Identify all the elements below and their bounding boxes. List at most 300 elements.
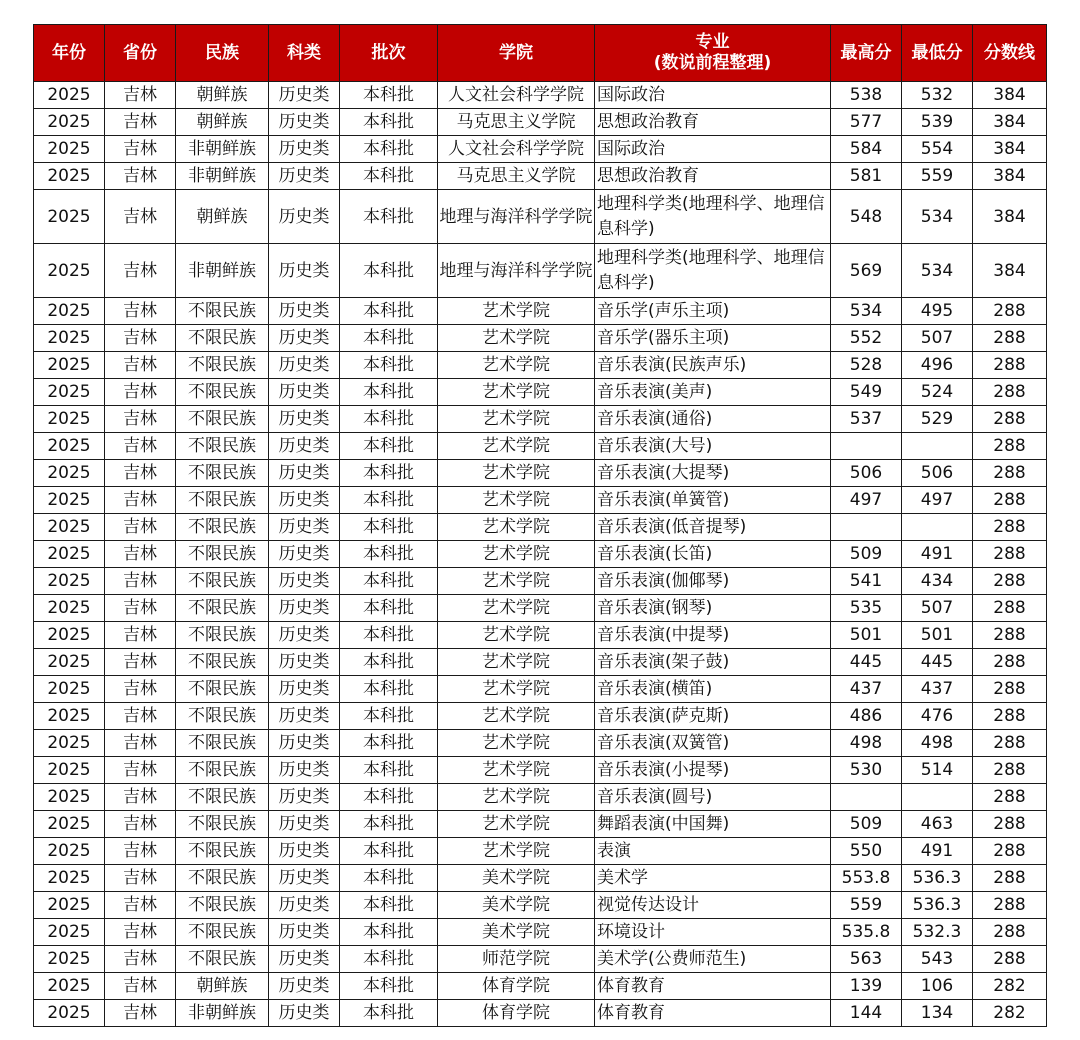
cell-province: 吉林 (105, 109, 176, 136)
cell-category: 历史类 (269, 190, 340, 244)
cell-batch: 本科批 (340, 541, 438, 568)
cell-batch: 本科批 (340, 109, 438, 136)
cell-year: 2025 (34, 352, 105, 379)
cell-cutoff: 288 (973, 703, 1047, 730)
table-row (34, 136, 1047, 163)
cell-min-score (902, 784, 973, 811)
table-body (34, 82, 1047, 1027)
cell-ethnicity: 不限民族 (176, 541, 269, 568)
cell-min-score: 559 (902, 163, 973, 190)
cell-cutoff: 288 (973, 514, 1047, 541)
cell-min-score: 501 (902, 622, 973, 649)
cell-batch: 本科批 (340, 757, 438, 784)
cell-min-score: 437 (902, 676, 973, 703)
cell-max-score: 548 (831, 190, 902, 244)
cell-batch: 本科批 (340, 190, 438, 244)
cell-college: 艺术学院 (438, 703, 595, 730)
cell-cutoff: 288 (973, 460, 1047, 487)
cell-province: 吉林 (105, 406, 176, 433)
cell-province: 吉林 (105, 892, 176, 919)
cell-college: 美术学院 (438, 865, 595, 892)
header-max-score: 最高分 (831, 25, 902, 82)
cell-major: 音乐表演(大提琴) (595, 460, 831, 487)
cell-ethnicity: 不限民族 (176, 568, 269, 595)
cell-year: 2025 (34, 136, 105, 163)
cell-max-score: 534 (831, 298, 902, 325)
cell-college: 马克思主义学院 (438, 109, 595, 136)
cell-college: 艺术学院 (438, 325, 595, 352)
cell-max-score: 437 (831, 676, 902, 703)
cell-min-score: 536.3 (902, 892, 973, 919)
cell-year: 2025 (34, 460, 105, 487)
cell-year: 2025 (34, 622, 105, 649)
cell-major: 思想政治教育 (595, 163, 831, 190)
table-row (34, 514, 1047, 541)
table-row (34, 163, 1047, 190)
cell-major: 国际政治 (595, 136, 831, 163)
cell-min-score: 514 (902, 757, 973, 784)
cell-province: 吉林 (105, 379, 176, 406)
cell-ethnicity: 不限民族 (176, 946, 269, 973)
cell-major: 视觉传达设计 (595, 892, 831, 919)
cell-year: 2025 (34, 163, 105, 190)
table-row (34, 190, 1047, 244)
cell-college: 艺术学院 (438, 541, 595, 568)
cell-ethnicity: 不限民族 (176, 649, 269, 676)
cell-province: 吉林 (105, 514, 176, 541)
cell-year: 2025 (34, 730, 105, 757)
cell-max-score: 577 (831, 109, 902, 136)
cell-major: 地理科学类(地理科学、地理信息科学) (595, 190, 831, 244)
cell-category: 历史类 (269, 676, 340, 703)
cell-category: 历史类 (269, 757, 340, 784)
cell-cutoff: 384 (973, 163, 1047, 190)
cell-max-score (831, 433, 902, 460)
cell-year: 2025 (34, 973, 105, 1000)
cell-min-score: 534 (902, 244, 973, 298)
table-row (34, 946, 1047, 973)
cell-ethnicity: 不限民族 (176, 595, 269, 622)
cell-college: 艺术学院 (438, 352, 595, 379)
cell-ethnicity: 不限民族 (176, 703, 269, 730)
cell-max-score: 535 (831, 595, 902, 622)
cell-batch: 本科批 (340, 1000, 438, 1027)
table-row (34, 703, 1047, 730)
cell-batch: 本科批 (340, 163, 438, 190)
cell-batch: 本科批 (340, 379, 438, 406)
cell-category: 历史类 (269, 649, 340, 676)
cell-max-score: 486 (831, 703, 902, 730)
cell-max-score: 535.8 (831, 919, 902, 946)
cell-year: 2025 (34, 298, 105, 325)
cell-category: 历史类 (269, 352, 340, 379)
cell-category: 历史类 (269, 568, 340, 595)
header-year: 年份 (34, 25, 105, 82)
cell-batch: 本科批 (340, 568, 438, 595)
cell-college: 艺术学院 (438, 784, 595, 811)
cell-max-score: 550 (831, 838, 902, 865)
cell-year: 2025 (34, 595, 105, 622)
cell-min-score: 491 (902, 838, 973, 865)
table-row (34, 919, 1047, 946)
cell-major: 音乐表演(美声) (595, 379, 831, 406)
cell-category: 历史类 (269, 919, 340, 946)
cell-batch: 本科批 (340, 460, 438, 487)
cell-major: 音乐表演(架子鼓) (595, 649, 831, 676)
cell-major: 体育教育 (595, 973, 831, 1000)
cell-batch: 本科批 (340, 676, 438, 703)
header-min-score: 最低分 (902, 25, 973, 82)
cell-province: 吉林 (105, 163, 176, 190)
cell-year: 2025 (34, 325, 105, 352)
cell-college: 艺术学院 (438, 298, 595, 325)
cell-college: 地理与海洋科学学院 (438, 190, 595, 244)
cell-min-score: 491 (902, 541, 973, 568)
cell-province: 吉林 (105, 622, 176, 649)
cell-max-score: 552 (831, 325, 902, 352)
cell-year: 2025 (34, 919, 105, 946)
cell-major: 音乐表演(通俗) (595, 406, 831, 433)
cell-cutoff: 288 (973, 568, 1047, 595)
cell-max-score: 501 (831, 622, 902, 649)
cell-max-score: 139 (831, 973, 902, 1000)
cell-province: 吉林 (105, 541, 176, 568)
cell-batch: 本科批 (340, 865, 438, 892)
cell-batch: 本科批 (340, 433, 438, 460)
cell-min-score: 536.3 (902, 865, 973, 892)
table-row (34, 568, 1047, 595)
cell-cutoff: 282 (973, 973, 1047, 1000)
cell-max-score: 445 (831, 649, 902, 676)
cell-ethnicity: 不限民族 (176, 406, 269, 433)
cell-ethnicity: 朝鲜族 (176, 82, 269, 109)
cell-college: 艺术学院 (438, 568, 595, 595)
cell-ethnicity: 不限民族 (176, 784, 269, 811)
cell-cutoff: 288 (973, 676, 1047, 703)
cell-min-score: 498 (902, 730, 973, 757)
cell-max-score: 537 (831, 406, 902, 433)
cell-year: 2025 (34, 838, 105, 865)
cell-ethnicity: 不限民族 (176, 379, 269, 406)
cell-min-score: 532 (902, 82, 973, 109)
header-category: 科类 (269, 25, 340, 82)
cell-major: 音乐表演(伽倻琴) (595, 568, 831, 595)
cell-max-score: 509 (831, 541, 902, 568)
cell-category: 历史类 (269, 379, 340, 406)
cell-category: 历史类 (269, 865, 340, 892)
cell-major: 音乐表演(民族声乐) (595, 352, 831, 379)
cell-cutoff: 288 (973, 433, 1047, 460)
cell-major: 音乐表演(小提琴) (595, 757, 831, 784)
cell-ethnicity: 非朝鲜族 (176, 244, 269, 298)
header-college: 学院 (438, 25, 595, 82)
cell-ethnicity: 不限民族 (176, 757, 269, 784)
cell-year: 2025 (34, 433, 105, 460)
cell-college: 艺术学院 (438, 595, 595, 622)
cell-college: 美术学院 (438, 892, 595, 919)
cell-ethnicity: 不限民族 (176, 622, 269, 649)
cell-college: 艺术学院 (438, 649, 595, 676)
header-major-title: 专业 (695, 32, 730, 52)
cell-category: 历史类 (269, 325, 340, 352)
cell-max-score: 530 (831, 757, 902, 784)
cell-year: 2025 (34, 82, 105, 109)
cell-cutoff: 282 (973, 1000, 1047, 1027)
table-row (34, 757, 1047, 784)
cell-major: 音乐学(器乐主项) (595, 325, 831, 352)
cell-batch: 本科批 (340, 325, 438, 352)
cell-cutoff: 288 (973, 892, 1047, 919)
cell-cutoff: 288 (973, 946, 1047, 973)
cell-major: 音乐表演(萨克斯) (595, 703, 831, 730)
cell-category: 历史类 (269, 433, 340, 460)
table-row (34, 622, 1047, 649)
cell-max-score: 506 (831, 460, 902, 487)
cell-max-score: 581 (831, 163, 902, 190)
cell-college: 马克思主义学院 (438, 163, 595, 190)
cell-max-score: 509 (831, 811, 902, 838)
table-row (34, 730, 1047, 757)
cell-min-score: 543 (902, 946, 973, 973)
table-row (34, 811, 1047, 838)
cell-cutoff: 288 (973, 541, 1047, 568)
cell-batch: 本科批 (340, 946, 438, 973)
cell-college: 艺术学院 (438, 487, 595, 514)
cell-province: 吉林 (105, 595, 176, 622)
table-row (34, 1000, 1047, 1027)
cell-ethnicity: 不限民族 (176, 676, 269, 703)
cell-college: 艺术学院 (438, 811, 595, 838)
cell-year: 2025 (34, 568, 105, 595)
table-row (34, 865, 1047, 892)
cell-category: 历史类 (269, 838, 340, 865)
cell-min-score: 106 (902, 973, 973, 1000)
cell-max-score: 553.8 (831, 865, 902, 892)
cell-cutoff: 288 (973, 865, 1047, 892)
cell-batch: 本科批 (340, 595, 438, 622)
cell-batch: 本科批 (340, 973, 438, 1000)
cell-year: 2025 (34, 109, 105, 136)
cell-college: 体育学院 (438, 973, 595, 1000)
cell-cutoff: 288 (973, 298, 1047, 325)
cell-cutoff: 288 (973, 919, 1047, 946)
cell-cutoff: 384 (973, 109, 1047, 136)
cell-year: 2025 (34, 757, 105, 784)
cell-batch: 本科批 (340, 352, 438, 379)
cell-ethnicity: 不限民族 (176, 892, 269, 919)
cell-max-score: 498 (831, 730, 902, 757)
cell-max-score: 144 (831, 1000, 902, 1027)
cell-max-score: 584 (831, 136, 902, 163)
cell-category: 历史类 (269, 541, 340, 568)
cell-year: 2025 (34, 406, 105, 433)
cell-province: 吉林 (105, 919, 176, 946)
cell-category: 历史类 (269, 244, 340, 298)
table-row (34, 433, 1047, 460)
cell-category: 历史类 (269, 973, 340, 1000)
cell-ethnicity: 朝鲜族 (176, 190, 269, 244)
cell-min-score: 532.3 (902, 919, 973, 946)
cell-cutoff: 384 (973, 136, 1047, 163)
cell-ethnicity: 不限民族 (176, 730, 269, 757)
cell-year: 2025 (34, 541, 105, 568)
cell-year: 2025 (34, 946, 105, 973)
cell-min-score: 476 (902, 703, 973, 730)
cell-cutoff: 288 (973, 811, 1047, 838)
cell-batch: 本科批 (340, 649, 438, 676)
cell-batch: 本科批 (340, 838, 438, 865)
table-row (34, 406, 1047, 433)
cell-college: 艺术学院 (438, 406, 595, 433)
cell-province: 吉林 (105, 784, 176, 811)
cell-ethnicity: 不限民族 (176, 811, 269, 838)
cell-ethnicity: 不限民族 (176, 460, 269, 487)
cell-batch: 本科批 (340, 811, 438, 838)
cell-major: 思想政治教育 (595, 109, 831, 136)
cell-cutoff: 288 (973, 784, 1047, 811)
cell-province: 吉林 (105, 838, 176, 865)
cell-cutoff: 384 (973, 82, 1047, 109)
header-batch: 批次 (340, 25, 438, 82)
cell-province: 吉林 (105, 730, 176, 757)
table-row (34, 109, 1047, 136)
header-major-note: (数说前程整理) (653, 53, 772, 73)
cell-cutoff: 384 (973, 244, 1047, 298)
cell-category: 历史类 (269, 703, 340, 730)
table-row (34, 487, 1047, 514)
cell-college: 艺术学院 (438, 838, 595, 865)
cell-college: 艺术学院 (438, 433, 595, 460)
cell-min-score: 463 (902, 811, 973, 838)
cell-min-score: 506 (902, 460, 973, 487)
cell-ethnicity: 非朝鲜族 (176, 1000, 269, 1027)
cell-year: 2025 (34, 649, 105, 676)
cell-category: 历史类 (269, 730, 340, 757)
cell-college: 美术学院 (438, 919, 595, 946)
cell-category: 历史类 (269, 1000, 340, 1027)
table-row (34, 460, 1047, 487)
header-province: 省份 (105, 25, 176, 82)
table-row (34, 676, 1047, 703)
cell-cutoff: 288 (973, 622, 1047, 649)
cell-category: 历史类 (269, 460, 340, 487)
table-header (34, 25, 1047, 82)
cell-major: 美术学(公费师范生) (595, 946, 831, 973)
cell-major: 表演 (595, 838, 831, 865)
cell-college: 艺术学院 (438, 460, 595, 487)
cell-major: 音乐表演(钢琴) (595, 595, 831, 622)
cell-college: 艺术学院 (438, 622, 595, 649)
cell-province: 吉林 (105, 298, 176, 325)
cell-category: 历史类 (269, 163, 340, 190)
cell-max-score: 497 (831, 487, 902, 514)
cell-major: 音乐表演(横笛) (595, 676, 831, 703)
cell-ethnicity: 不限民族 (176, 838, 269, 865)
cell-province: 吉林 (105, 703, 176, 730)
table-row (34, 298, 1047, 325)
cell-major: 音乐表演(低音提琴) (595, 514, 831, 541)
cell-max-score (831, 784, 902, 811)
cell-batch: 本科批 (340, 136, 438, 163)
cell-ethnicity: 朝鲜族 (176, 109, 269, 136)
table-row (34, 649, 1047, 676)
cell-min-score: 539 (902, 109, 973, 136)
cell-cutoff: 384 (973, 190, 1047, 244)
cell-major: 音乐表演(大号) (595, 433, 831, 460)
cell-year: 2025 (34, 514, 105, 541)
cell-province: 吉林 (105, 433, 176, 460)
cell-ethnicity: 朝鲜族 (176, 973, 269, 1000)
cell-category: 历史类 (269, 595, 340, 622)
table-row (34, 973, 1047, 1000)
header-row (34, 25, 1047, 82)
cell-province: 吉林 (105, 460, 176, 487)
cell-cutoff: 288 (973, 406, 1047, 433)
cell-major: 音乐学(声乐主项) (595, 298, 831, 325)
cell-year: 2025 (34, 811, 105, 838)
cell-year: 2025 (34, 784, 105, 811)
cell-major: 环境设计 (595, 919, 831, 946)
cell-province: 吉林 (105, 244, 176, 298)
cell-min-score: 524 (902, 379, 973, 406)
cell-ethnicity: 不限民族 (176, 514, 269, 541)
cell-batch: 本科批 (340, 298, 438, 325)
cell-batch: 本科批 (340, 730, 438, 757)
cell-college: 体育学院 (438, 1000, 595, 1027)
cell-college: 人文社会科学学院 (438, 82, 595, 109)
cell-cutoff: 288 (973, 352, 1047, 379)
cell-cutoff: 288 (973, 838, 1047, 865)
cell-year: 2025 (34, 244, 105, 298)
cell-category: 历史类 (269, 811, 340, 838)
table-row (34, 325, 1047, 352)
cell-batch: 本科批 (340, 487, 438, 514)
cell-ethnicity: 不限民族 (176, 865, 269, 892)
cell-province: 吉林 (105, 325, 176, 352)
cell-province: 吉林 (105, 487, 176, 514)
cell-min-score: 497 (902, 487, 973, 514)
cell-min-score: 434 (902, 568, 973, 595)
cell-batch: 本科批 (340, 82, 438, 109)
cell-major: 体育教育 (595, 1000, 831, 1027)
cell-year: 2025 (34, 676, 105, 703)
cell-year: 2025 (34, 703, 105, 730)
cell-cutoff: 288 (973, 379, 1047, 406)
cell-category: 历史类 (269, 946, 340, 973)
cell-cutoff: 288 (973, 649, 1047, 676)
score-table-sheet (33, 24, 1046, 1027)
cell-province: 吉林 (105, 136, 176, 163)
cell-college: 地理与海洋科学学院 (438, 244, 595, 298)
cell-province: 吉林 (105, 946, 176, 973)
cell-category: 历史类 (269, 109, 340, 136)
cell-batch: 本科批 (340, 703, 438, 730)
cell-max-score: 541 (831, 568, 902, 595)
cell-ethnicity: 不限民族 (176, 298, 269, 325)
cell-province: 吉林 (105, 757, 176, 784)
cell-major: 美术学 (595, 865, 831, 892)
table-row (34, 541, 1047, 568)
cell-batch: 本科批 (340, 784, 438, 811)
cell-category: 历史类 (269, 82, 340, 109)
cell-college: 师范学院 (438, 946, 595, 973)
cell-min-score: 495 (902, 298, 973, 325)
cell-batch: 本科批 (340, 622, 438, 649)
table-row (34, 244, 1047, 298)
header-ethnicity: 民族 (176, 25, 269, 82)
cell-major: 舞蹈表演(中国舞) (595, 811, 831, 838)
cell-max-score: 538 (831, 82, 902, 109)
